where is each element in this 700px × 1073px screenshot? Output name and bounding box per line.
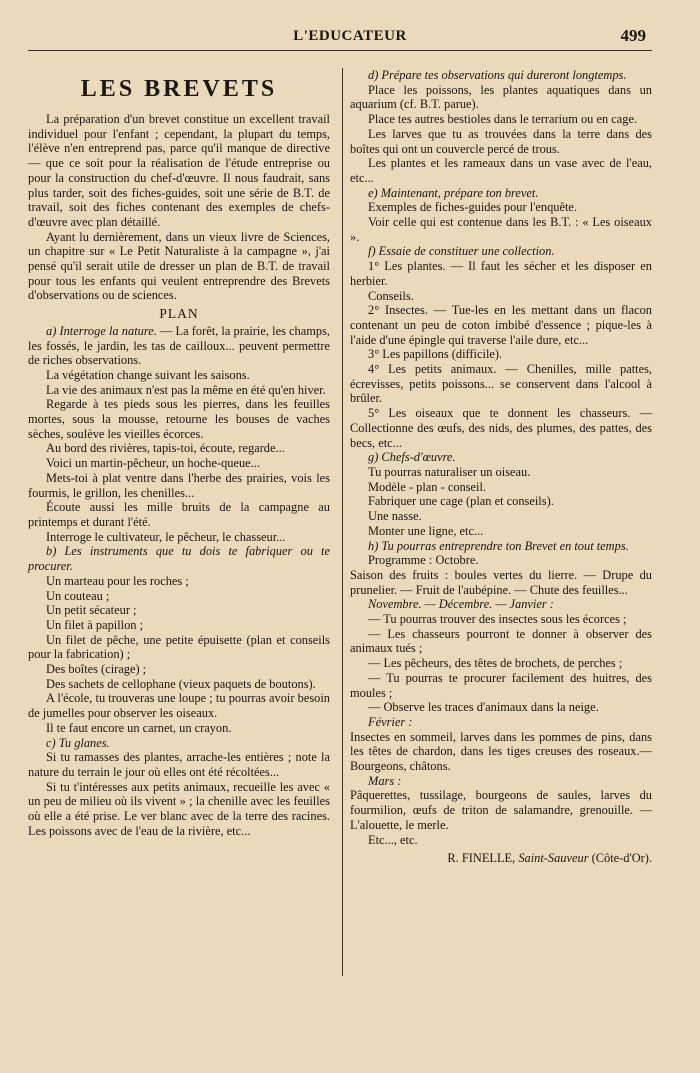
text-line: Voir celle qui est contenue dans les B.T. : « Les oiseaux ».	[350, 215, 652, 244]
text-line: Si tu t'intéresses aux petits animaux, recueille les avec « un peu de milieu où ils vivent » ; la chenille avec les feuilles où elle a été prise. Le ver blanc avec de la terre des racines. Les poissons avec de l'eau de la rivière, etc...	[28, 779, 330, 838]
text-line: Exemples de fiches-guides pour l'enquête.	[368, 200, 578, 215]
text-line: Interroge le cultivateur, le pêcheur, le chasseur...	[46, 529, 286, 544]
signature	[350, 851, 652, 866]
february-text: Insectes en sommeil, larves dans les pommes de pins, dans les têtes de chardon, dans les tiges creuses des roseaux.— Bourgeons, châtons.	[350, 729, 652, 774]
program-heading: Programme : Octobre.	[368, 553, 479, 568]
section-h-label: h) Tu pourras entreprendre ton Brevet en tout temps.	[368, 538, 629, 553]
list-item: 2° Insectes. — Tue-les en les mettant dans un flacon contenant un peu de coton imbibé d'essence ; pique-les à l'aide d'une épingle qui traverse l'aile dure, etc...	[350, 303, 652, 347]
list-item: Monter une ligne, etc...	[368, 523, 484, 538]
march-text: Pâquerettes, tussilage, bourgeons de saules, larves du fourmilion, œufs de triton de salamandre, grenouille. — L'alouette, le merle.	[350, 788, 652, 832]
february-label: Février :	[368, 714, 413, 729]
text-line: Si tu ramasses des plantes, arrache-les entières ; note la nature du terrain le jour où elles ont été récoltées...	[28, 750, 330, 779]
section-b-label: b) Les instruments que tu dois te fabriquer ou te procurer.	[28, 544, 330, 574]
list-item: — Observe les traces d'animaux dans la neige.	[368, 700, 599, 715]
author-region: (Côte-d'Or).	[588, 851, 652, 866]
list-item: Un filet de pêche, une petite épuisette (plan et conseils pour la fabrication) ;	[28, 632, 330, 662]
text-line: Regarde à tes pieds sous les pierres, dans les feuilles mortes, sous la mousse, retourne les bouses de vaches sèches, soulève les vieilles écorces.	[28, 397, 330, 441]
etc-line: Etc..., etc.	[368, 832, 418, 847]
list-item: — Les pêcheurs, des têtes de brochets, de perches ;	[368, 656, 623, 671]
list-item: Un marteau pour les roches ;	[46, 573, 189, 588]
section-a	[28, 324, 330, 368]
text-line: Au bord des rivières, tapis-toi, écoute, regarde...	[46, 441, 285, 456]
section-a-label: a) Interroge la nature.	[46, 323, 157, 338]
winter-label: Novembre. — Décembre. — Janvier :	[368, 597, 554, 612]
list-item: Fabriquer une cage (plan et conseils).	[368, 494, 554, 509]
list-item: Conseils.	[368, 288, 414, 303]
section-c-label: c) Tu glanes.	[46, 735, 110, 750]
list-item: — Tu pourras trouver des insectes sous les écorces ;	[368, 612, 627, 627]
october-text: Saison des fruits : boules vertes du lierre. — Drupe du prunelier. — Fruit de l'aubépine. — Chute des feuilles...	[350, 567, 652, 597]
text-line: Mets-toi à plat ventre dans l'herbe des prairies, vois les fourmis, le grillon, les chenilles...	[28, 470, 330, 500]
section-f-label: f) Essaie de constituer une collection.	[368, 244, 555, 259]
section-a-text: — La forêt, la prairie, les champs, les fossés, le jardin, les tas de cailloux... peuvent permettre de riches observations.	[28, 323, 331, 368]
list-item: Des sachets de cellophane (vieux paquets de boutons).	[46, 676, 316, 691]
list-item: 4° Les petits animaux. — Chenilles, mille pattes, écrevisses, petits poissons... se conservent dans l'alcool à brûler.	[350, 362, 652, 406]
list-item: Un couteau ;	[46, 588, 110, 603]
list-item: Modèle - plan - conseil.	[368, 479, 487, 494]
author-place: Saint-Sauveur	[518, 851, 589, 866]
list-item: Un petit sécateur ;	[46, 603, 137, 618]
journal-title: L'EDUCATEUR	[293, 28, 407, 44]
text-line: La végétation change suivant les saisons.	[46, 367, 250, 382]
list-item: A l'école, tu trouveras une loupe ; tu pourras avoir besoin de jumelles pour observer les oiseaux.	[28, 691, 330, 721]
author-name: R. FINELLE,	[447, 851, 519, 866]
text-line: La vie des animaux n'est pas la même en été qu'en hiver.	[46, 382, 326, 397]
column-divider	[342, 68, 343, 976]
list-item: Il te faut encore un carnet, un crayon.	[46, 720, 232, 735]
list-item: Des boîtes (cirage) ;	[46, 662, 147, 677]
list-item: Une nasse.	[368, 509, 422, 524]
list-item: — Tu pourras te procurer facilement des huitres, des moules ;	[350, 670, 652, 700]
text-line: Les plantes et les rameaux dans un vase avec de l'eau, etc...	[350, 156, 652, 185]
text-line: Les larves que tu as trouvées dans la terre dans des boîtes qui ont un couvercle percé de trous.	[350, 126, 652, 156]
intro-paragraph: La préparation d'un brevet constitue un excellent travail individuel pour l'enfant ; cependant, la plupart du temps, l'élève n'en entreprend pas, parce qu'il manque de directive — que ce soit pour la réalisation de l'étude entreprise ou pour la construction du chef-d'œuvre. Il nous faudrait, sans plus tarder, soit des fiches-guides, soit une série de B.T. de travail, soit des fiches contenant des exemples de chefs-d'œuvre avec plan détaillé.	[28, 112, 330, 229]
page-number: 499	[620, 26, 646, 45]
header-rule	[28, 50, 652, 51]
march-label: Mars :	[368, 773, 402, 788]
text-line: Voici un martin-pêcheur, un hoche-queue...	[46, 456, 260, 471]
text-line: Écoute aussi les mille bruits de la campagne au printemps et durant l'été.	[28, 500, 330, 529]
plan-heading: PLAN	[159, 306, 199, 322]
list-item: Tu pourras naturaliser un oiseau.	[368, 464, 531, 479]
left-column	[28, 68, 330, 838]
page-header	[28, 26, 672, 50]
text-line: Place les poissons, les plantes aquatiques dans un aquarium (cf. B.T. parue).	[350, 82, 652, 112]
section-g-label: g) Chefs-d'œuvre.	[368, 450, 456, 465]
article-title: LES BREVETS	[80, 76, 278, 102]
right-column	[350, 68, 652, 866]
list-item: 5° Les oiseaux que te donnent les chasseurs. — Collectionne des œufs, des nids, des plumes, des pattes, des becs, etc...	[350, 406, 652, 450]
text-line: Place tes autres bestioles dans le terrarium ou en cage.	[368, 112, 638, 127]
list-item: 3° Les papillons (difficile).	[368, 347, 503, 362]
list-item: Un filet à papillon ;	[46, 617, 144, 632]
intro-paragraph: Ayant lu dernièrement, dans un vieux livre de Sciences, un chapitre sur « Le Petit Naturaliste à la campagne », j'ai pensé qu'il serait utile de dresser un plan de B.T. de travail pour tous les enfants qui veulent entreprendre des Brevets d'observations ou de sciences.	[28, 229, 330, 303]
list-item: — Les chasseurs pourront te donner à observer des animaux tués ;	[350, 626, 652, 656]
list-item: 1° Les plantes. — Il faut les sécher et les disposer en herbier.	[350, 259, 652, 288]
section-e-label: e) Maintenant, prépare ton brevet.	[368, 185, 539, 200]
section-d-label: d) Prépare tes observations qui dureront longtemps.	[368, 68, 627, 82]
